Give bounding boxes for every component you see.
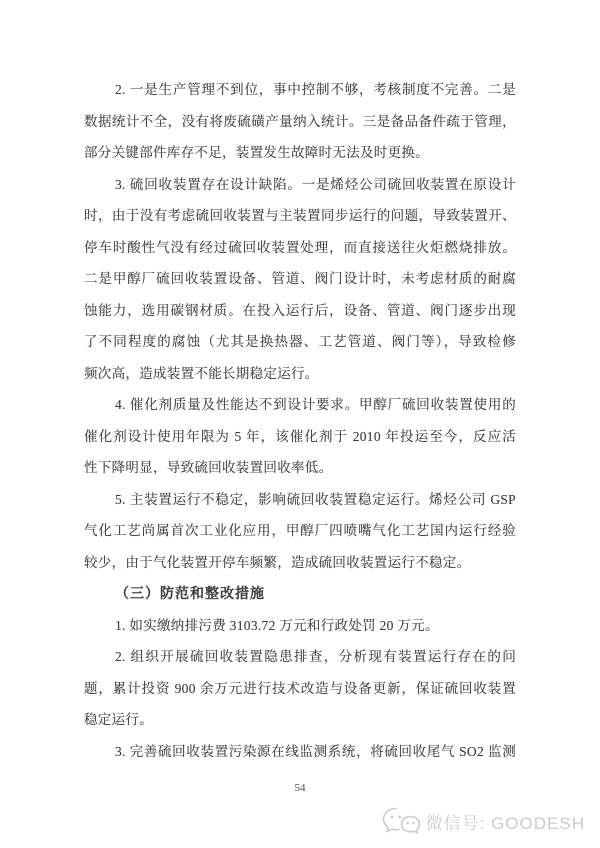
text-line: 2. 一是生产管理不到位，事中控制不够，考核制度不完善。二是 bbox=[115, 82, 516, 97]
text-line: 3. 硫回收装置存在设计缺陷。一是烯烃公司硫回收装置在原设计 bbox=[115, 176, 516, 192]
wechat-icon bbox=[381, 806, 421, 836]
text-line: 了不同程度的腐蚀（尤其是换热器、工艺管道、阀门等），导致检修 bbox=[84, 334, 516, 349]
document-body bbox=[84, 74, 516, 767]
text-line: 停车时酸性气没有经过硫回收装置处理，而直接送往火炬燃烧排放。 bbox=[84, 239, 516, 255]
text-line: 4. 催化剂质量及性能达不到设计要求。甲醇厂硫回收装置使用的 bbox=[115, 397, 516, 412]
text-line: 稳定运行。 bbox=[84, 712, 153, 727]
watermark bbox=[381, 806, 585, 836]
text-line: 频次高，造成装置不能长期稳定运行。 bbox=[84, 365, 319, 381]
text-line: 5. 主装置运行不稳定，影响硫回收装置稳定运行。烯烃公司 GSP bbox=[115, 491, 516, 507]
text-line: 时，由于没有考虑硫回收装置与主装置同步运行的问题，导致装置开、 bbox=[84, 208, 516, 223]
text-line: 较少，由于气化装置开停车频繁，造成硫回收装置运行不稳定。 bbox=[84, 554, 471, 570]
text-line: 数据统计不全，没有将废硫磺产量纳入统计。三是备品备件疏于管理， bbox=[84, 113, 516, 129]
text-line: 催化剂设计使用年限为 5 年，该催化剂于 2010 年投运至今，反应活 bbox=[84, 428, 516, 444]
section-heading: （三）防范和整改措施 bbox=[115, 585, 265, 601]
text-line: 性下降明显，导致硫回收装置回收率低。 bbox=[84, 460, 333, 475]
text-line: 题，累计投资 900 余万元进行技术改造与设备更新，保证硫回收装置 bbox=[84, 680, 516, 696]
text-line: 气化工艺尚属首次工业化应用，甲醇厂四喷嘴气化工艺国内运行经验 bbox=[84, 523, 516, 538]
text-line: 蚀能力，选用碳钢材质。在投入运行后，设备、管道、阀门逐步出现 bbox=[84, 302, 516, 318]
text-line: 1. 如实缴纳排污费 3103.72 万元和行政处罚 20 万元。 bbox=[115, 617, 439, 633]
watermark-text: 微信号: GOODESH bbox=[425, 813, 585, 833]
text-line: 2. 组织开展硫回收装置隐患排查，分析现有装置运行存在的问 bbox=[115, 649, 516, 664]
page-number: 54 bbox=[294, 782, 306, 794]
text-line: 二是甲醇厂硫回收装置设备、管道、阀门设计时，未考虑材质的耐腐 bbox=[84, 271, 516, 286]
text-line: 部分关键部件库存不足，装置发生故障时无法及时更换。 bbox=[84, 145, 429, 160]
text-line: 3. 完善硫回收装置污染源在线监测系统，将硫回收尾气 SO2 监测 bbox=[115, 743, 516, 759]
